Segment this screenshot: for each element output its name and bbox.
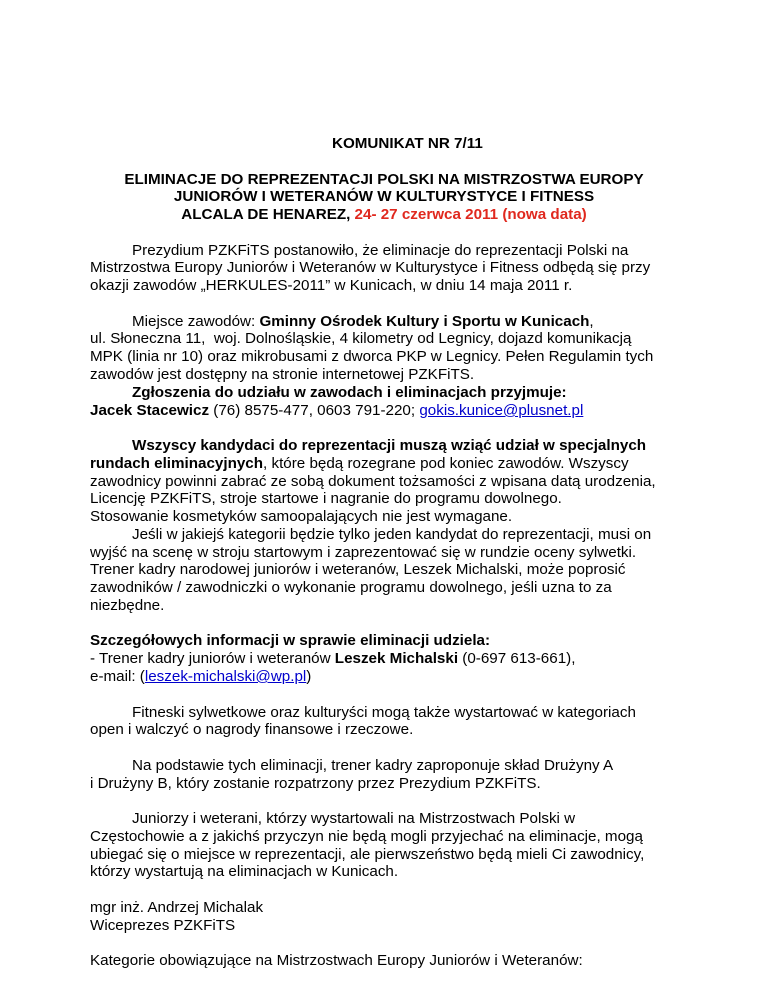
- p3-line-6: Jeśli w jakiejś kategorii będzie tylko jeden kandydat do reprezentacji, musi on: [132, 526, 652, 543]
- p3-line-5: Stosowanie kosmetyków samoopalających nie jest wymagane.: [90, 508, 513, 525]
- coach-role: - Trener kadry juniorów i weteranów: [90, 650, 335, 667]
- categories-heading: Kategorie obowiązujące na Mistrzostwach Europy Juniorów i Weteranów:: [90, 952, 583, 969]
- signature-name: mgr inż. Andrzej Michalak: [90, 899, 264, 916]
- p5-line-2: open i walczyć o nagrody finansowe i rzeczowe.: [90, 721, 414, 738]
- p7-line-4: którzy wystartują na eliminacjach w Kunicach.: [90, 863, 399, 880]
- contact-name: Jacek Stacewicz: [90, 402, 210, 419]
- coach-email-link[interactable]: leszek-michalski@wp.pl: [144, 668, 307, 685]
- venue-label: Miejsce zawodów:: [132, 313, 260, 330]
- p1-line-2: Mistrzostwa Europy Juniorów i Weteranów w Kulturystyce i Fitness odbędą się przy: [90, 259, 651, 276]
- title-date: 24- 27 czerwca 2011 (nowa data): [354, 206, 587, 223]
- p7-line-1: Juniorzy i weterani, którzy wystartowali na Mistrzostwach Polski w: [132, 810, 576, 827]
- title-location: ALCALA DE HENAREZ,: [181, 206, 355, 223]
- p3-line-4: Licencję PZKFiTS, stroje startowe i nagranie do programu dowolnego.: [90, 490, 562, 507]
- venue-name: Gminny Ośrodek Kultury i Sportu w Kunicach: [259, 313, 590, 330]
- email-label: e-mail: (: [90, 668, 145, 685]
- p2-line-6: [90, 401, 583, 420]
- title-line-3: [0, 205, 768, 224]
- p6-line-1: Na podstawie tych eliminacji, trener kadry zaproponuje skład Drużyny A: [132, 757, 614, 774]
- contact-phone: (76) 8575-477, 0603 791-220;: [209, 402, 420, 419]
- p3-line-3: zawodnicy powinni zabrać ze sobą dokument tożsamości z wpisana datą urodzenia,: [90, 473, 656, 490]
- p3-line-10: niezbędne.: [90, 597, 165, 614]
- p1-line-3: okazji zawodów „HERKULES-2011” w Kunicach, w dniu 14 maja 2011 r.: [90, 277, 573, 294]
- coach-phone: (0-697 613-661),: [458, 650, 576, 667]
- p2-line-2: ul. Słoneczna 11, woj. Dolnośląskie, 4 kilometry od Legnicy, dojazd komunikacją: [90, 330, 632, 347]
- p6-line-2: i Drużyny B, który zostanie rozpatrzony przez Prezydium PZKFiTS.: [90, 775, 541, 792]
- p4-line-1: Szczegółowych informacji w sprawie eliminacji udziela:: [90, 632, 491, 649]
- rounds-bold: rundach eliminacyjnych: [90, 455, 264, 472]
- p3-line-2: [90, 454, 629, 473]
- title-line-2: JUNIORÓW I WETERANÓW W KULTURYSTYCE I FITNESS: [173, 188, 595, 205]
- p2-line-5: Zgłoszenia do udziału w zawodach i eliminacjach przyjmuje:: [132, 384, 567, 401]
- signature-title: Wiceprezes PZKFiTS: [90, 917, 236, 934]
- p2-line-4: zawodów jest dostępny na stronie internetowej PZKFiTS.: [90, 366, 475, 383]
- p7-line-3: ubiegać się o miejsce w reprezentacji, ale pierwszeństwo będą mieli Ci zawodnicy,: [90, 846, 645, 863]
- p7-line-2: Częstochowie a z jakichś przyczyn nie będą mogli przyjechać na eliminacje, mogą: [90, 828, 643, 845]
- komunikat-number: KOMUNIKAT NR 7/11: [332, 135, 483, 152]
- p2-line-3: MPK (linia nr 10) oraz mikrobusami z dworca PKP w Legnicy. Pełen Regulamin tych: [90, 348, 654, 365]
- p3-line-7: wyjść na scenę w stroju startowym i zaprezentować się w rundzie oceny sylwetki.: [90, 544, 637, 561]
- contact-email-link[interactable]: gokis.kunice@plusnet.pl: [419, 402, 584, 419]
- p4-line-3: [90, 667, 311, 686]
- p3-line-8: Trener kadry narodowej juniorów i weteranów, Leszek Michalski, może poprosić: [90, 561, 626, 578]
- p3-line-1: Wszyscy kandydaci do reprezentacji muszą wziąć udział w specjalnych: [132, 437, 647, 454]
- p4-line-2: [90, 649, 575, 668]
- rounds-text: , które będą rozegrane pod koniec zawodów. Wszyscy: [263, 455, 629, 472]
- title-line-1: ELIMINACJE DO REPREZENTACJI POLSKI NA MISTRZOSTWA EUROPY: [124, 171, 644, 188]
- venue-comma: ,: [589, 313, 594, 330]
- p1-line-1: Prezydium PZKFiTS postanowiło, że eliminacje do reprezentacji Polski na: [132, 242, 629, 259]
- coach-name: Leszek Michalski: [334, 650, 459, 667]
- p3-line-9: zawodników / zawodniczki o wykonanie programu dowolnego, jeśli uzna to za: [90, 579, 612, 596]
- p5-line-1: Fitneski sylwetkowe oraz kulturyści mogą także wystartować w kategoriach: [132, 704, 636, 721]
- email-close: ): [306, 668, 312, 685]
